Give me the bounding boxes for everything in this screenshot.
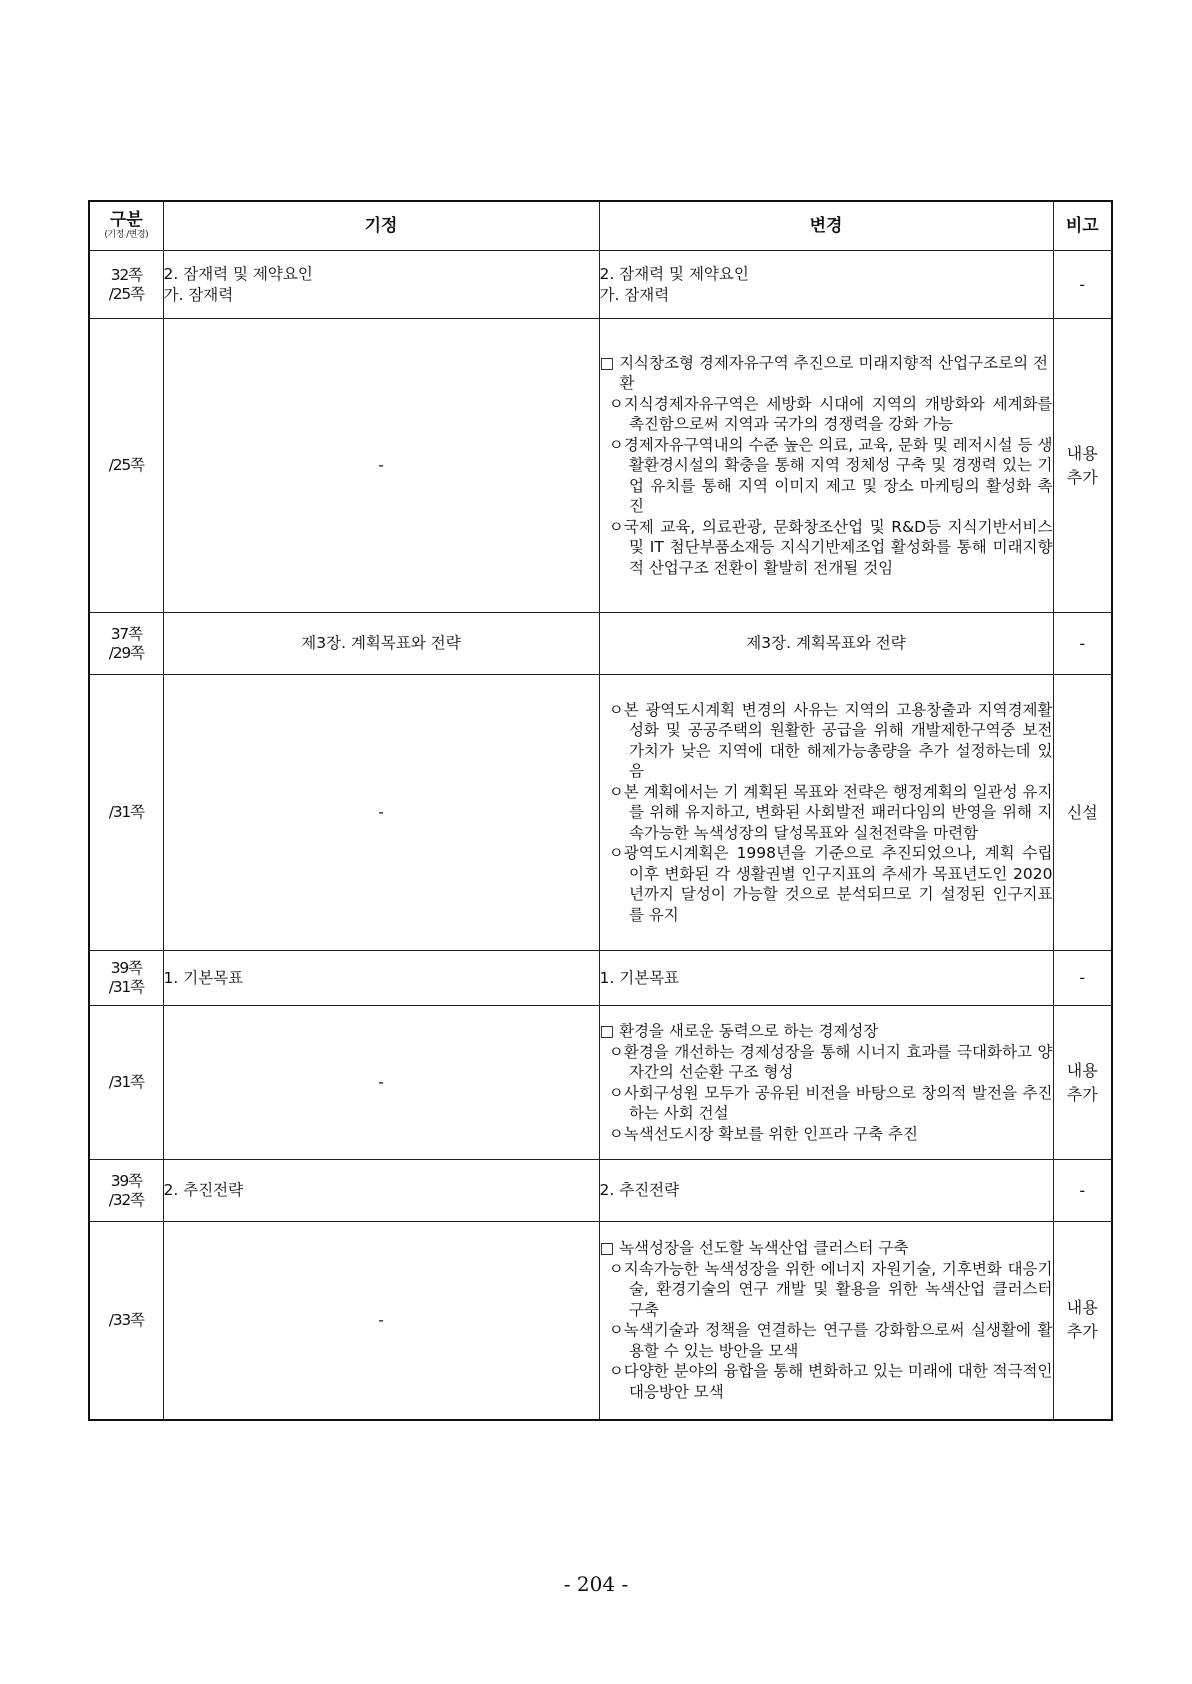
table-row [89,1160,1112,1222]
bullet-item: ㅇ본 광역도시계획 변경의 사유는 지역의 고용창출과 지역경제활성화 및 공공주택의 원활한 공급을 위해 개발제한구역중 보전 가치가 낮은 지역에 대한 해제가능총량을 추가 설정하는데 있음 [608,700,1053,781]
table-row [89,951,1112,1006]
table-row [89,1222,1112,1420]
bullet-item: ㅇ국제 교육, 의료관광, 문화창조산업 및 R&D등 지식기반서비스 및 IT 첨단부품소재등 지식기반제조업 활성화를 통해 미래지향적 산업구조 전환이 활발히 전개될 것임 [608,517,1053,577]
table-row [89,251,1112,319]
remarks-cell [1053,675,1112,951]
page-ref: 32쪽 [110,265,142,284]
section-heading: □ 지식창조형 경제자유구역 추진으로 미래지향적 산업구조로의 전환 [599,353,1048,393]
changed-text: 가. 잠재력 [599,285,670,304]
bullet-item: ㅇ녹색기술과 정책을 연결하는 연구를 강화함으로써 실생활에 활용할 수 있는 방안을 모색 [608,1321,1053,1360]
remarks-cell [1053,1006,1112,1160]
bullet-item: ㅇ경제자유구역내의 수준 높은 의료, 교육, 문화 및 레저시설 등 생활환경시설의 확충을 통해 지역 정체성 구축 및 경쟁력 있는 기업 유치를 통해 지역 이미지 제고 및 장소 마케팅의 활성화 촉진 [608,435,1053,516]
remarks-cell: - [1053,251,1112,319]
bullet-item: ㅇ환경을 개선하는 경제성장을 통해 시너지 효과를 극대화하고 양자간의 선순환 구조 형성 [608,1042,1053,1081]
header-existing: 기정 [163,201,599,251]
existing-text: 2. 잠재력 및 제약요인 [163,265,313,283]
page-ref-cell [89,1222,163,1420]
changed-cell: 1. 기본목표 [599,951,1053,1006]
remarks-text: 신설 [1066,802,1098,822]
page-ref-cell [89,1006,163,1160]
bullet-item: ㅇ광역도시계획은 1998년을 기준으로 추진되었으나, 계획 수립 이후 변화된 각 생활권별 인구지표의 추세가 목표년도인 2020년까지 달성이 가능할 것으로 분석되므로 기 설정된 인구지표를 유지 [608,844,1053,924]
existing-cell: 1. 기본목표 [163,951,599,1006]
table-row [89,613,1112,675]
existing-cell: - [163,1222,599,1420]
header-remarks: 비고 [1053,201,1112,251]
header-changed: 변경 [599,201,1053,251]
existing-cell: 제3장. 계획목표와 전략 [163,613,599,675]
changed-cell [599,675,1053,951]
bullet-item: ㅇ사회구성원 모두가 공유된 비전을 바탕으로 창의적 발전을 추진하는 사회 건설 [608,1083,1053,1122]
section-heading: □ 환경을 새로운 동력으로 하는 경제성장 [599,1022,879,1040]
changed-cell: 2. 추진전략 [599,1160,1053,1222]
comparison-table [88,200,1113,1421]
page-ref-cell [89,251,163,319]
bullet-item: ㅇ본 계획에서는 기 계획된 목표와 전략은 행정계획의 일관성 유지를 위해 유지하고, 변화된 사회발전 패러다임의 반영을 위해 지속가능한 녹색성장의 달성목표와 실천전략을 마련함 [608,782,1053,842]
table-header-row [89,201,1112,251]
changed-text: 2. 잠재력 및 제약요인 [599,265,749,283]
page-ref: /31쪽 [108,803,144,821]
existing-cell: - [163,675,599,951]
page-ref: 39쪽 [110,959,142,977]
remarks-cell [1053,319,1112,613]
page-ref-cell [89,1160,163,1222]
table-row [89,1006,1112,1160]
bullet-item: ㅇ지식경제자유구역은 세방화 시대에 지역의 개방화와 세계화를 촉진함으로써 지역과 국가의 경쟁력을 강화 가능 [608,394,1053,434]
remarks-cell [1053,1222,1112,1420]
page-ref-cell [89,613,163,675]
existing-text: 가. 잠재력 [163,285,234,304]
existing-cell: - [163,319,599,613]
page-ref: /31쪽 [108,978,144,996]
changed-cell [599,1222,1053,1420]
section-heading: □ 녹색성장을 선도할 녹색산업 클러스터 구축 [599,1239,909,1258]
page-ref: /31쪽 [108,1073,144,1091]
bullet-item: ㅇ지속가능한 녹색성장을 위한 에너지 자원기술, 기후변화 대응기술, 환경기술의 연구 개발 및 활용을 위한 녹색산업 클러스터 구축 [608,1259,1053,1319]
remarks-cell: - [1053,613,1112,675]
existing-cell [163,251,599,319]
changed-cell [599,319,1053,613]
page-ref-cell [89,319,163,613]
remarks-text: 내용 [1066,1298,1098,1318]
table-row [89,675,1112,951]
changed-cell [599,251,1053,319]
table-row [89,319,1112,613]
page-ref: /33쪽 [108,1310,144,1329]
remarks-text: 내용 [1066,1060,1098,1080]
page-number: - 204 - [563,1572,629,1596]
page-ref: /29쪽 [108,643,144,662]
remarks-cell: - [1053,951,1112,1006]
page-ref: 37쪽 [110,624,142,643]
remarks-cell: - [1053,1160,1112,1222]
existing-cell: 2. 추진전략 [163,1160,599,1222]
changed-cell: 제3장. 계획목표와 전략 [599,613,1053,675]
page-ref: /25쪽 [108,456,144,474]
header-category [89,201,163,251]
changed-cell [599,1006,1053,1160]
bullet-item: ㅇ녹색선도시장 확보를 위한 인프라 구축 추진 [608,1124,918,1143]
remarks-text: 추가 [1066,467,1098,487]
remarks-text: 내용 [1066,443,1098,463]
header-category-label: 구분 [109,210,143,230]
remarks-text: 추가 [1066,1084,1098,1104]
remarks-text: 추가 [1066,1322,1098,1342]
bullet-item: ㅇ다양한 분야의 융합을 통해 변화하고 있는 미래에 대한 적극적인 대응방안 모색 [608,1362,1053,1401]
page-ref: /25쪽 [108,284,144,303]
page-ref: /32쪽 [108,1190,144,1209]
page-ref-cell [89,675,163,951]
page-ref: 39쪽 [110,1171,142,1190]
existing-cell: - [163,1006,599,1160]
page-ref-cell [89,951,163,1006]
header-category-sublabel: (기정 /변경) [104,230,149,240]
